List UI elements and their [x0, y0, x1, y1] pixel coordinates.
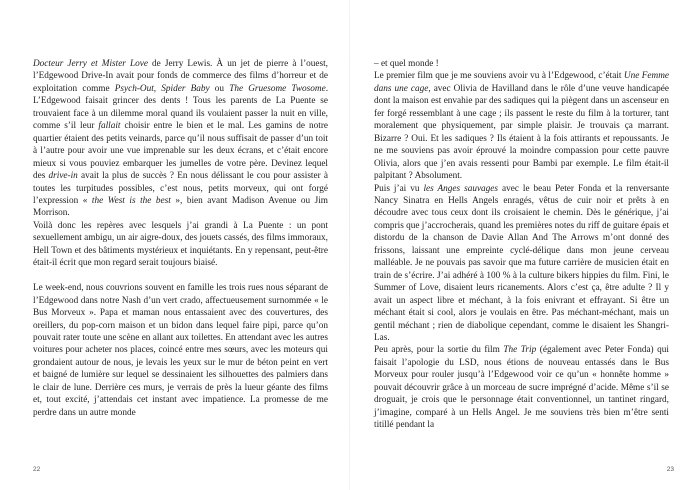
- text-run: Le week-end, nous couvrions souvent en famille les trois rues nous séparant de l’Edgewood dans notre Nash d’un vert crado, affectueusement surnommée « le Bus Morveux ». Papa et maman nous entassaient avec des couvertures, des oreillers, du pop-corn maison et un bidon dans lequel faire pipi, parce qu’on pouvait rater toute une scène en allant aux toilettes. En attendant avec les autres voitures pour acheter nos places, coincé entre mes sœurs, avec les moteurs qui grondaient autour de nous, je levais les yeux sur le mur de béton peint en vert et baigné de lumière sur lequel se dessinaient les silhouettes des palmiers dans le clair de lune. Derrière ces murs, je verrais de près la lueur géante des films et, tout excité, j’attendais cet instant avec impatience. La promesse de me perdre dans un autre monde: [33, 283, 328, 418]
- left-paragraph: [33, 58, 328, 220]
- text-run: – et quel monde !: [374, 59, 439, 69]
- right-page: [350, 0, 700, 490]
- page-number-right: 23: [666, 466, 674, 473]
- italic-title-run: The Gruesome Twosome: [229, 83, 326, 94]
- paragraph-gap: [33, 270, 328, 282]
- left-paragraph: [33, 282, 328, 419]
- text-run: Peu après, pour la sortie du film: [374, 345, 504, 356]
- right-paragraph: [374, 183, 669, 345]
- text-run: Voilà donc les repères avec lesquels j’ai grandi à La Puente : un pont sexuellement ambigu, un air aigre-doux, des jouets cassés, des films immoraux, Hell Town et des bâtiments mystérieux et inquiétants. En y repensant, peut-être était-il écrit que mon regard serait toujours biaisé.: [33, 220, 328, 269]
- italic-title-run: Une Femme dans une cage: [374, 71, 669, 94]
- right-paragraph: [374, 344, 669, 431]
- left-text-column: [33, 58, 328, 419]
- text-run: . L’Edgewood faisait grincer des dents ! Tous les parents de La Puente se trouvaient face à un dilemme moral quand ils voulaient passer la nuit en ville, comme s’il leur: [33, 83, 329, 132]
- text-run: (également avec Peter Fonda) qui faisait l’apologie du LSD, nous étions de nouveau entassés dans le Bus Morveux pour rouler jusqu’à l’Edgewood voir ce qu’un « honnête homme » pouvait découvrir grâce à un morceau de sucre imprégné d’acide. Même s’il se droguait, je crois que le personnage était conventionnel, un tantinet ringard, j’imagine, comparé à un Hells Angel. Je me souviens très bien m’être senti titillé pendant la: [374, 345, 669, 431]
- italic-title-run: The Trip: [503, 345, 537, 356]
- text-run: avait la plus de succès ? En nous délissant le cou pour assister à toutes les turpitudes possibles, c’est nous, petits morveux, qui ont forgé l’expression «: [33, 171, 328, 206]
- page-number-left: 22: [33, 466, 41, 473]
- right-paragraph: [374, 70, 669, 182]
- text-run: ,: [153, 83, 162, 94]
- italic-title-run: fallait: [98, 121, 121, 132]
- text-run: , avec Olivia de Havilland dans le rôle d’une veuve handicapée dont la maison est envahie par des sadiques qui la piègent dans un ascenseur en fer forgé ressemblant à une cage ; ils passent le reste du film à la torturer, tant moralement que physiquement, par simple plaisir. Je trouvais ça marrant. Bizarre ? Oui. Et les sadiques ? Ils étaient à la fois attirants et repoussants. Je ne me souviens pas avoir éprouvé la moindre compassion pour cette pauvre Olivia, alors que j’en avais ressenti pour Bambi par exemple. Le film était-il palpitant ? Absolument.: [374, 83, 669, 182]
- italic-title-run: Docteur Jerry et Mister Love: [33, 59, 148, 69]
- text-run: de Jerry Lewis. À un jet de pierre à l’ouest, l’Edgewood Drive-In avait pour fonds de commerce des films d’horreur et de exploitation comme: [33, 59, 328, 94]
- text-run: », bien avant Madison Avenue ou Jim Morrison.: [33, 195, 329, 219]
- text-run: choisir entre le bien et le mal. Les gamins de notre quartier étaient des petits veinards, parce qu’il nous suffisait de passer d’un toit à l’autre pour avoir une vue imprenable sur les deux écrans, et c’était encore mieux si vous pouviez embarquer les jumelles de votre père. Devinez lequel des: [33, 121, 329, 182]
- right-paragraph: [374, 58, 669, 70]
- italic-title-run: les Anges sauvages: [423, 183, 499, 194]
- italic-title-run: Spider Baby: [161, 83, 210, 94]
- italic-title-run: Psych-Out: [114, 83, 154, 94]
- text-run: ou: [209, 83, 230, 94]
- text-run: Puis j’ai vu: [374, 183, 424, 194]
- right-text-column: [374, 58, 669, 432]
- italic-title-run: drive-in: [48, 171, 78, 182]
- left-paragraph: [33, 220, 328, 270]
- text-run: Le premier film que je me souviens avoir vu à l’Edgewood, c’était: [374, 71, 624, 82]
- italic-title-run: the West is the best: [91, 195, 171, 206]
- text-run: avec le beau Peter Fonda et la renversante Nancy Sinatra en Hells Angels enragés, vêtus de cuir noir et prêts à en découdre avec tous ceux dont ils croisaient le chemin. Dès le générique, j’ai compris que j’accrocherais, quand les premières notes du riff de guitare épais et distordu de la chanson de Davie Allan And The Arrows m’ont donné des frissons, laissant une empreinte cyclé-délique dans mon jeune cerveau malléable. Je ne pouvais pas savoir que ma future carrière de musicien était en train de s’écrire. J’ai adhéré à 100 % à la culture bikers hippies du film. Fini, le Summer of Love, disaient leurs ricanements. Alors c’est ça, être adulte ? Il y avait un aspect libre et méchant, à la fois enivrant et effrayant. Si être un méchant était si cool, alors je voulais en être. Pas méchant-méchant, mais un gentil méchant ; rien de diabolique cependant, comme le disaient les Shangri-Las.: [374, 183, 669, 343]
